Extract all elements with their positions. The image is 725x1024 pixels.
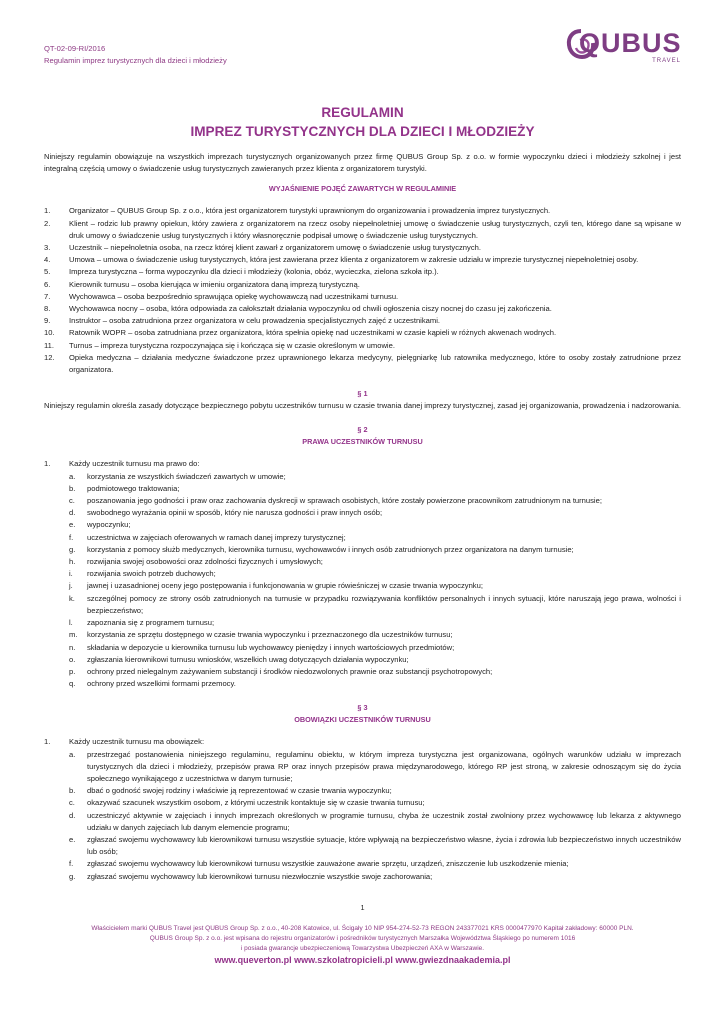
list-item: k. szczególnej pomocy ze strony osób zatrudnionych na turnusie w przypadku rozwiązywania konfliktów personalnych i innych sytuacji, które naruszają jego prawa, wolności i bezpieczeństwo; [69, 593, 681, 615]
list-item: q. ochrony przed wszelkimi formami przemocy. [69, 679, 236, 689]
list-item: 1. Każdy uczestnik turnusu ma obowiązek: a. przestrzegać postanowienia niniejszego regulaminu, regulaminu obiektu, w którym impreza turystyczna jest organizowana, ogólnych warunków udziału w imprezach turystycznych dla dzieci i młodzieży, przepisów prawa RP oraz innych przepisów prawa międzynarodowego, którego RP jest stroną, w zakresie odnoszącym się do życia społecznego wynikającego z uczestnictwa w danym turnusie; b. dbać o godność swojej rodziny i właściwie ją reprezentować w czasie trwania wypoczynku; c. okazywać szacunek wszystkim osobom, z którymi uczestnik kontaktuje się w czasie trwania turnusu; d. uczestniczyć aktywnie w zajęciach i innych imprezach określonych w programie turnusu, chyba że uczestnik został zwolniony przez wychowawcę lub lekarza z aktywnego udziału w danych zajęciach lub danym elemencie programu; e. zgłaszać swojemu wychowawcy lub kierownikowi turnusu wszystkie sytuacje, które wpływają na bezpieczeństwo własne, życia i zdrowia lub bezpieczeństwo innych uczestników lub osób; f. zgłaszać swojemu wychowawcy lub kierownikowi turnusu wszystkie zauważone awarie sprzętu, urządzeń, zniszczenie lub uszkodzenie mienia; g. zgłaszać swojemu wychowawcy lub kierownikowi turnusu niezwłocznie wszystkie swoje zachorowania; [44, 736, 681, 882]
list-item: n. składania w depozycie u kierownika turnusu lub wychowawcy pieniędzy i innych wartościowych przedmiotów; [69, 642, 455, 652]
footer-links[interactable]: www.queverton.pl www.szkolatropicieli.pl www.gwiezdnaakademia.pl [214, 955, 511, 965]
list-item: 2. Klient – rodzic lub prawny opiekun, który zawiera z organizatorem na rzecz osoby niepełnoletniej umowę o świadczenie usług turystycznych, czyli ten, którego dane są wpisane w druk umowy o świadczenie usług turystycznych i który własnoręcznie podpisał umowę o świadczenie usług turystycznych. [44, 218, 681, 240]
list-item: g. korzystania z pomocy służb medycznych, kierownika turnusu, wychowawców i innych osób zatrudnionych przez organizatora na danym turnusie; [69, 544, 574, 554]
list-item: 4. Umowa – umowa o świadczenie usług turystycznych, która jest zawierana przez klienta z organizatorem w zakresie udziału w imprezie turystycznej niepełnoletniej osoby. [44, 255, 639, 265]
list-item: b. dbać o godność swojej rodziny i właściwie ją reprezentować w czasie trwania wypoczynku; [69, 786, 392, 796]
doc-title-1: REGULAMIN [321, 105, 404, 120]
logo-subtext: TRAVEL [652, 58, 681, 64]
footer-line-3: i posiada gwarancje ubezpieczeniową Towarzystwa Ubezpieczeń AXA w Warszawie. [240, 945, 485, 952]
duties-lead: Każdy uczestnik turnusu ma obowiązek: [69, 737, 205, 747]
doc-title-2: IMPREZ TURYSTYCZNYCH DLA DZIECI I MŁODZIEŻY [190, 124, 535, 139]
list-item: 8. Wychowawca nocny – osoba, która odpowiada za całokształt działania wypoczynku od chwili ogłoszenia ciszy nocnej do czasu jej zakończenia. [44, 304, 552, 314]
list-item: 11. Turnus – impreza turystyczna rozpoczynająca się i kończąca się w czasie określonym w umowie. [44, 340, 395, 350]
footer-line-2: QUBUS Group Sp. z o.o. jest wpisana do rejestru organizatorów i pośredników turystycznych Marszałka Województwa Śląskiego po numerem 1016 [149, 935, 576, 942]
list-item: 7. Wychowawca – osoba bezpośrednio sprawująca opiekę wychowawczą nad uczestnikami turnusu. [44, 291, 399, 301]
list-item: g. zgłaszać swojemu wychowawcy lub kierownikowi turnusu niezwłocznie wszystkie swoje zachorowania; [69, 871, 433, 881]
duties-sublist [69, 749, 681, 883]
list-item: 9. Instruktor – osoba zatrudniona przez organizatora w celu prowadzenia specjalistycznych zajęć z uczestnikami. [44, 316, 441, 326]
document-header [44, 43, 227, 67]
list-item: i. rozwijania swoich potrzeb duchowych; [69, 569, 216, 579]
list-item: 10. Ratownik WOPR – osoba zatrudniana przez organizatora, która spełnia opiekę nad uczestnikami w czasie kąpieli w różnych akwenach wodnych. [44, 328, 557, 338]
list-item: 1. Każdy uczestnik turnusu ma prawo do: a. korzystania ze wszystkich świadczeń zawartych w umowie; b. podmiotowego traktowania; c. poszanowania jego godności i praw oraz zachowania dyskrecji w sprawach osobistych, które zostały powierzone pracownikom zatrudnionym na turnusie; d. swobodnego wyrażania opinii w sposób, który nie narusza godności i praw innych osób; e. wypoczynku; f. uczestnictwa w zajęciach oferowanych w ramach danej imprezy turystycznej; g. korzystania z pomocy służb medycznych, kierownika turnusu, wychowawców i innych osób zatrudnionych przez organizatora na danym turnusie; h. rozwijania swojej osobowości oraz zdolności fizycznych i umysłowych; i. rozwijania swoich potrzeb duchowych; j. jawnej i uzasadnionej oceny jego postępowania i funkcjonowania w grupie rówieśniczej w czasie trwania wypoczynku; k. szczególnej pomocy ze strony osób zatrudnionych na turnusie w przypadku rozwiązywania konfliktów personalnych i innych sytuacji, które naruszają jego prawa, wolności i bezpieczeństwo; l. zapoznania się z programem turnusu; m. korzystania ze sprzętu dostępnego w czasie trwania wypoczynku i przeznaczonego dla uczestników turnusu; n. składania w depozycie u kierownika turnusu lub wychowawcy pieniędzy i innych wartościowych przedmiotów; o. zgłaszania kierownikowi turnusu wniosków, wszelkich uwag dotyczących działania wypoczynku; p. ochrony przed nielegalnym zażywaniem substancji i środków niedozwolonych prawnie oraz substancji psychotropowych; q. ochrony przed wszelkimi formami przemocy. [44, 458, 681, 690]
rights-sublist [69, 471, 681, 691]
rights-lead: Każdy uczestnik turnusu ma prawo do: [69, 459, 200, 469]
document-body [44, 151, 681, 883]
duties-list [44, 736, 681, 882]
list-item: 1. Organizator – QUBUS Group Sp. z o.o., która jest organizatorem turystyki uprawnionym do organizowania i prowadzenia imprez turystycznych. [44, 206, 551, 216]
list-item: 12. Opieka medyczna – działania medyczne świadczone przez uprawnionego lekarza medycyny, pielęgniarkę lub ratownika medycznego, które to osoby zostały zatrudnione przez organizatora. [44, 352, 681, 375]
footer-line-1: Właścicielem marki QUBUS Travel jest QUBUS Group Sp. z o.o., 40-208 Katowice, ul. Ścigały 10 NIP 954-274-52-73 REGON 243377021 KRS 0000477970 Kapitał zakładowy: 60000 PLN. [91, 925, 634, 932]
list-item: o. zgłaszania kierownikowi turnusu wniosków, wszelkich uwag dotyczących działania wypoczynku; [69, 654, 409, 664]
list-item: 6. Kierownik turnusu – osoba kierująca w imieniu organizatora daną imprezą turystyczną. [44, 279, 360, 289]
list-item: e. zgłaszać swojemu wychowawcy lub kierownikowi turnusu wszystkie sytuacje, które wpływają na bezpieczeństwo własne, życia i zdrowia lub bezpieczeństwo innych uczestników lub osób; [69, 834, 681, 857]
document-subtitle: Regulamin imprez turystycznych dla dzieci i młodzieży [44, 56, 227, 65]
definitions-list [44, 205, 681, 376]
list-item: f. uczestnictwa w zajęciach oferowanych w ramach danej imprezy turystycznej; [69, 532, 346, 542]
list-item: 3. Uczestnik – niepełnoletnia osoba, na rzecz której klient zawarł z organizatorem umowę o świadczenie usług turystycznych. [44, 243, 481, 253]
section-3-heading: OBOWIĄZKI UCZESTNIKÓW TURNUSU [294, 715, 431, 725]
list-item: c. poszanowania jego godności i praw oraz zachowania dyskrecji w sprawach osobistych, które zostały powierzone pracownikom zatrudnionym na turnusie; [69, 496, 602, 506]
page-number: 1 [360, 903, 365, 912]
list-item: e. wypoczynku; [69, 520, 131, 530]
list-item: h. rozwijania swojej osobowości oraz zdolności fizycznych i umysłowych; [69, 557, 323, 567]
section-3-mark: § 3 [357, 703, 368, 713]
logo-wordmark: QUBUS [579, 28, 682, 58]
section-2-mark: § 2 [357, 425, 368, 435]
list-item: m. korzystania ze sprzętu dostępnego w czasie trwania wypoczynku i przeznaczonego dla uczestników turnusu; [69, 630, 453, 640]
list-item: f. zgłaszać swojemu wychowawcy lub kierownikowi turnusu wszystkie zauważone awarie sprzętu, urządzeń, zniszczenie lub uszkodzenie mienia; [69, 859, 569, 869]
list-item: b. podmiotowego traktowania; [69, 483, 180, 493]
list-item: p. ochrony przed nielegalnym zażywaniem substancji i środków niedozwolonych prawnie oraz substancji psychotropowych; [69, 666, 493, 676]
qubus-logo [566, 26, 686, 68]
section-2-heading: PRAWA UCZESTNIKÓW TURNUSU [302, 437, 423, 447]
list-item: c. okazywać szacunek wszystkim osobom, z którymi uczestnik kontaktuje się w czasie trwania turnusu; [69, 798, 425, 808]
list-item: 5. Impreza turystyczna – forma wypoczynku dla dzieci i młodzieży (kolonia, obóz, wycieczka, zielona szkoła itp.). [44, 267, 439, 277]
definitions-heading: WYJAŚNIENIE POJĘĆ ZAWARTYCH W REGULAMINIE [268, 184, 457, 194]
document-code: QT-02-09-RI/2016 [44, 44, 106, 53]
section-1-mark: § 1 [357, 389, 368, 399]
section-1-paragraph: Niniejszy regulamin określa zasady dotyczące bezpiecznego pobytu uczestników turnusu w czasie trwania danej imprezy turystycznej, zasad jej organizowania, prowadzenia i nadzorowania. [44, 401, 681, 411]
intro-paragraph: Niniejszy regulamin obowiązuje na wszystkich imprezach turystycznych organizowanych przez firmę QUBUS Group Sp. z o.o. w formie wypoczynku dzieci i młodzieży szkolnej i jest integralną częścią umowy o świadczenie usług turystycznych zawieranych przez klienta z organizatorem turystyki. [44, 152, 681, 174]
rights-list [44, 458, 681, 690]
list-item: a. korzystania ze wszystkich świadczeń zawartych w umowie; [69, 471, 286, 481]
list-item: d. swobodnego wyrażania opinii w sposób, który nie narusza godności i praw innych osób; [69, 508, 383, 518]
list-item: d. uczestniczyć aktywnie w zajęciach i innych imprezach określonych w programie turnusu, chyba że uczestnik został zwolniony przez wychowawcę lub lekarza z aktywnego udziału w danych zajęciach lub danym elemencie programu; [69, 810, 681, 832]
list-item: a. przestrzegać postanowienia niniejszego regulaminu, regulaminu obiektu, w którym impreza turystyczna jest organizowana, ogólnych warunków udziału w imprezach turystycznych dla dzieci i młodzieży, przepisów prawa RP oraz innych przepisów prawa międzynarodowego, którego RP jest stroną, w zakresie odnoszącym się do życia społecznego wynikającego z uczestnictwa w danym turnusie; [69, 749, 681, 783]
list-item: l. zapoznania się z programem turnusu; [69, 618, 215, 628]
list-item: j. jawnej i uzasadnionej oceny jego postępowania i funkcjonowania w grupie rówieśniczej w czasie trwania wypoczynku; [69, 581, 483, 591]
